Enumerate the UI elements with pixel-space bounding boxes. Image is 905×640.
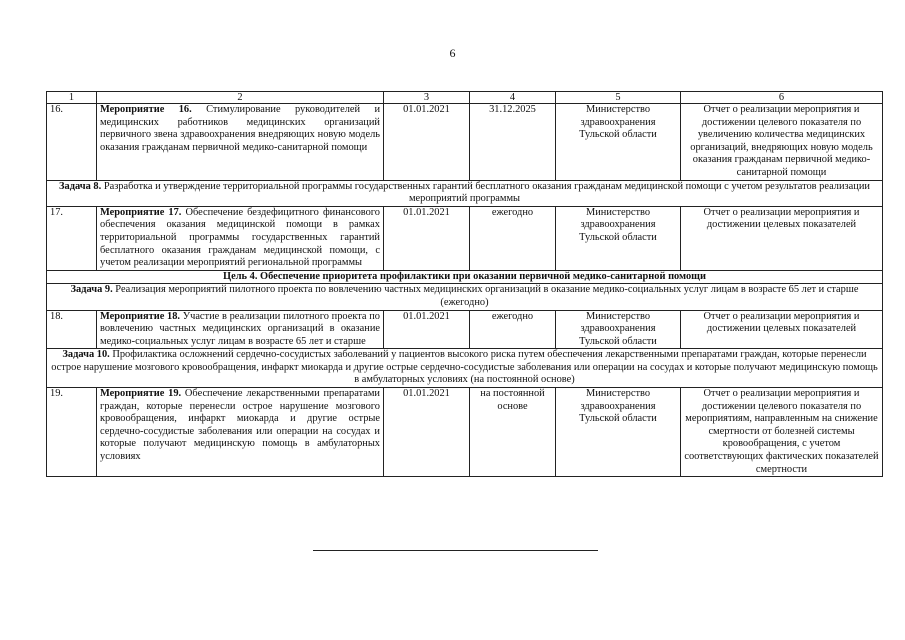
executor: Министерство здравоохранения Тульской области [556, 310, 681, 349]
header-cell: 5 [556, 92, 681, 104]
end-date: ежегодно [470, 206, 556, 270]
table-row [47, 388, 883, 477]
measure-text: Участие в реализации пилотного проекта по вовлечению частных медицинских организаций в оказание медико-социальных услуг лицам в возрасте 65 лет и старше [100, 310, 380, 347]
header-cell: 1 [47, 92, 97, 104]
header-cell: 2 [97, 92, 384, 104]
result: Отчет о реализации мероприятия и достижении целевых показателей [681, 206, 883, 270]
task-cell [47, 284, 883, 310]
task-row [47, 349, 883, 388]
task-text: Реализация мероприятий пилотного проекта по вовлечению частных медицинских организаций в оказание медико-социальных услуг лицам в возрасте 65 лет и старше (ежегодно) [112, 284, 859, 308]
measure-label: Мероприятие 19. [100, 388, 182, 400]
goal-row [47, 270, 883, 284]
start-date: 01.01.2021 [384, 388, 470, 477]
row-number: 18. [47, 310, 97, 349]
task-cell [47, 180, 883, 206]
goal-cell: Цель 4. Обеспечение приоритета профилактики при оказании первичной медико-санитарной помощи [47, 270, 883, 284]
measure-cell [97, 206, 384, 270]
page-number: 6 [449, 46, 456, 60]
measure-text: Обеспечение бездефицитного финансового обеспечения оказания медицинской помощи в рамках территориальной программы государственных гарантий бесплатного оказания гражданам медицинской помощи, с учетом реализации мероприятий региональной программы [100, 206, 380, 269]
result: Отчет о реализации мероприятия и достижении целевого показателя по увеличению количества медицинских организаций, внедряющих новую модель оказания гражданам первичной медико-санитарной помощи [681, 104, 883, 181]
result: Отчет о реализации мероприятия и достижении целевых показателей [681, 310, 883, 349]
table-row [47, 310, 883, 349]
measure-cell [97, 388, 384, 477]
measure-label: Мероприятие 16. [100, 104, 192, 115]
task-row [47, 180, 883, 206]
plan-table [46, 91, 883, 477]
table-row [47, 206, 883, 270]
closing-rule [313, 550, 598, 551]
header-cell: 3 [384, 92, 470, 104]
measure-label: Мероприятие 18. [100, 310, 181, 322]
task-label: Задача 10. [62, 349, 110, 361]
measure-cell [97, 310, 384, 349]
executor: Министерство здравоохранения Тульской области [556, 388, 681, 477]
start-date: 01.01.2021 [384, 310, 470, 349]
measure-text: Обеспечение лекарственными препаратами граждан, которые перенесли острое нарушение мозгового кровообращения, инфаркт миокарда и другие острые сердечно-сосудистые заболевания или операции на сосудах и которые получают медицинскую помощь в амбулаторных условиях [100, 388, 380, 463]
header-row [47, 92, 883, 104]
end-date: 31.12.2025 [470, 104, 556, 181]
header-cell: 4 [470, 92, 556, 104]
task-label: Задача 8. [59, 180, 102, 192]
header-cell: 6 [681, 92, 883, 104]
measure-cell [97, 104, 384, 181]
executor: Министерство здравоохранения Тульской области [556, 104, 681, 181]
task-cell [47, 349, 883, 388]
row-number: 19. [47, 388, 97, 477]
task-text: Профилактика осложнений сердечно-сосудистых заболеваний у пациентов высокого риска путем обеспечения лекарственными препаратами граждан, которые перенесли острое нарушение мозгового кровообращения, инфаркт миокарда и другие острые сердечно-сосудистые заболевания или операции на сосудах и которые получают медицинскую помощь в амбулаторных условиях (на постоянной основе) [51, 349, 878, 386]
start-date: 01.01.2021 [384, 104, 470, 181]
task-row [47, 284, 883, 310]
measure-label: Мероприятие 17. [100, 206, 182, 218]
executor: Министерство здравоохранения Тульской области [556, 206, 681, 270]
measure-text: Стимулирование руководителей и медицинских работников медицинских организаций первичного звена здравоохранения внедряющих новую модель оказания гражданам первичной медико-санитарной помощи [100, 104, 381, 153]
result: Отчет о реализации мероприятия и достижении целевого показателя по мероприятиям, направленным на снижение смертности от болезней системы кровообращения, с учетом соответствующих фактических показателей смертности [681, 388, 883, 477]
task-label: Задача 9. [70, 284, 113, 296]
table-row [47, 104, 883, 181]
end-date: ежегодно [470, 310, 556, 349]
row-number: 16. [47, 104, 97, 181]
start-date: 01.01.2021 [384, 206, 470, 270]
task-text: Разработка и утверждение территориальной программы государственных гарантий бесплатного оказания гражданам медицинской помощи с учетом результатов реализации мероприятий программы [101, 180, 870, 205]
end-date: на постоянной основе [470, 388, 556, 477]
row-number: 17. [47, 206, 97, 270]
